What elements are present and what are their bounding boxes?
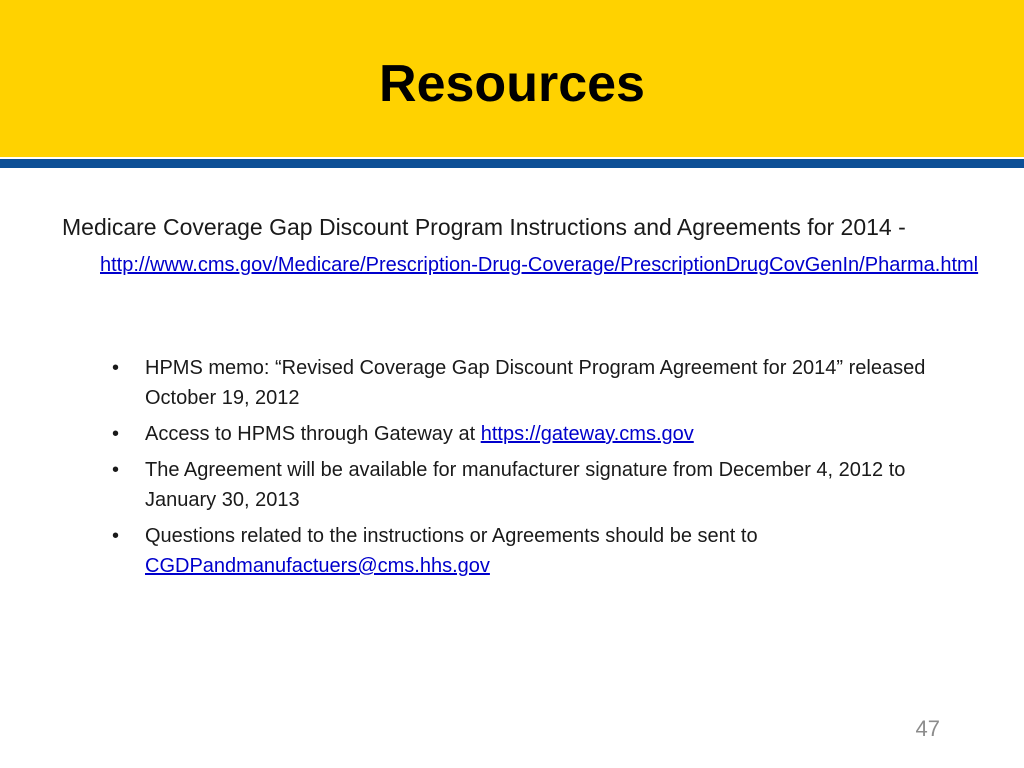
header-divider-rule: [0, 159, 1024, 168]
intro-text: Medicare Coverage Gap Discount Program Instructions and Agreements for 2014 -: [62, 214, 906, 240]
bullet-item: [112, 521, 982, 581]
bullet-item: [112, 419, 982, 449]
bullet-item: [112, 455, 982, 515]
bullet-icon: •: [112, 525, 120, 547]
header-bar: [0, 0, 1024, 157]
intro-paragraph: [62, 209, 1000, 283]
bullet-icon: •: [112, 357, 120, 379]
bullet-icon: •: [112, 423, 120, 445]
page-number: 47: [915, 716, 940, 741]
bullet-item: [112, 353, 982, 413]
email-link[interactable]: CGDPandmanufactuers@cms.hhs.gov: [145, 555, 490, 577]
bullet-text: The Agreement will be available for manufacturer signature from December 4, 2012 to January 30, 2013: [145, 459, 906, 511]
pharma-link[interactable]: http://www.cms.gov/Medicare/Prescription-Drug-Coverage/PrescriptionDrugCovGenIn/Pharma.html: [100, 254, 979, 276]
bullet-text: HPMS memo: “Revised Coverage Gap Discount Program Agreement for 2014” released October 19, 2012: [145, 357, 926, 409]
bullet-text: Access to HPMS through Gateway at: [145, 423, 481, 445]
gateway-link[interactable]: https://gateway.cms.gov: [480, 423, 694, 445]
bullet-list: [112, 353, 982, 587]
slide-title: Resources: [379, 55, 645, 113]
bullet-icon: •: [112, 459, 120, 481]
bullet-text: Questions related to the instructions or Agreements should be sent to: [145, 525, 758, 547]
